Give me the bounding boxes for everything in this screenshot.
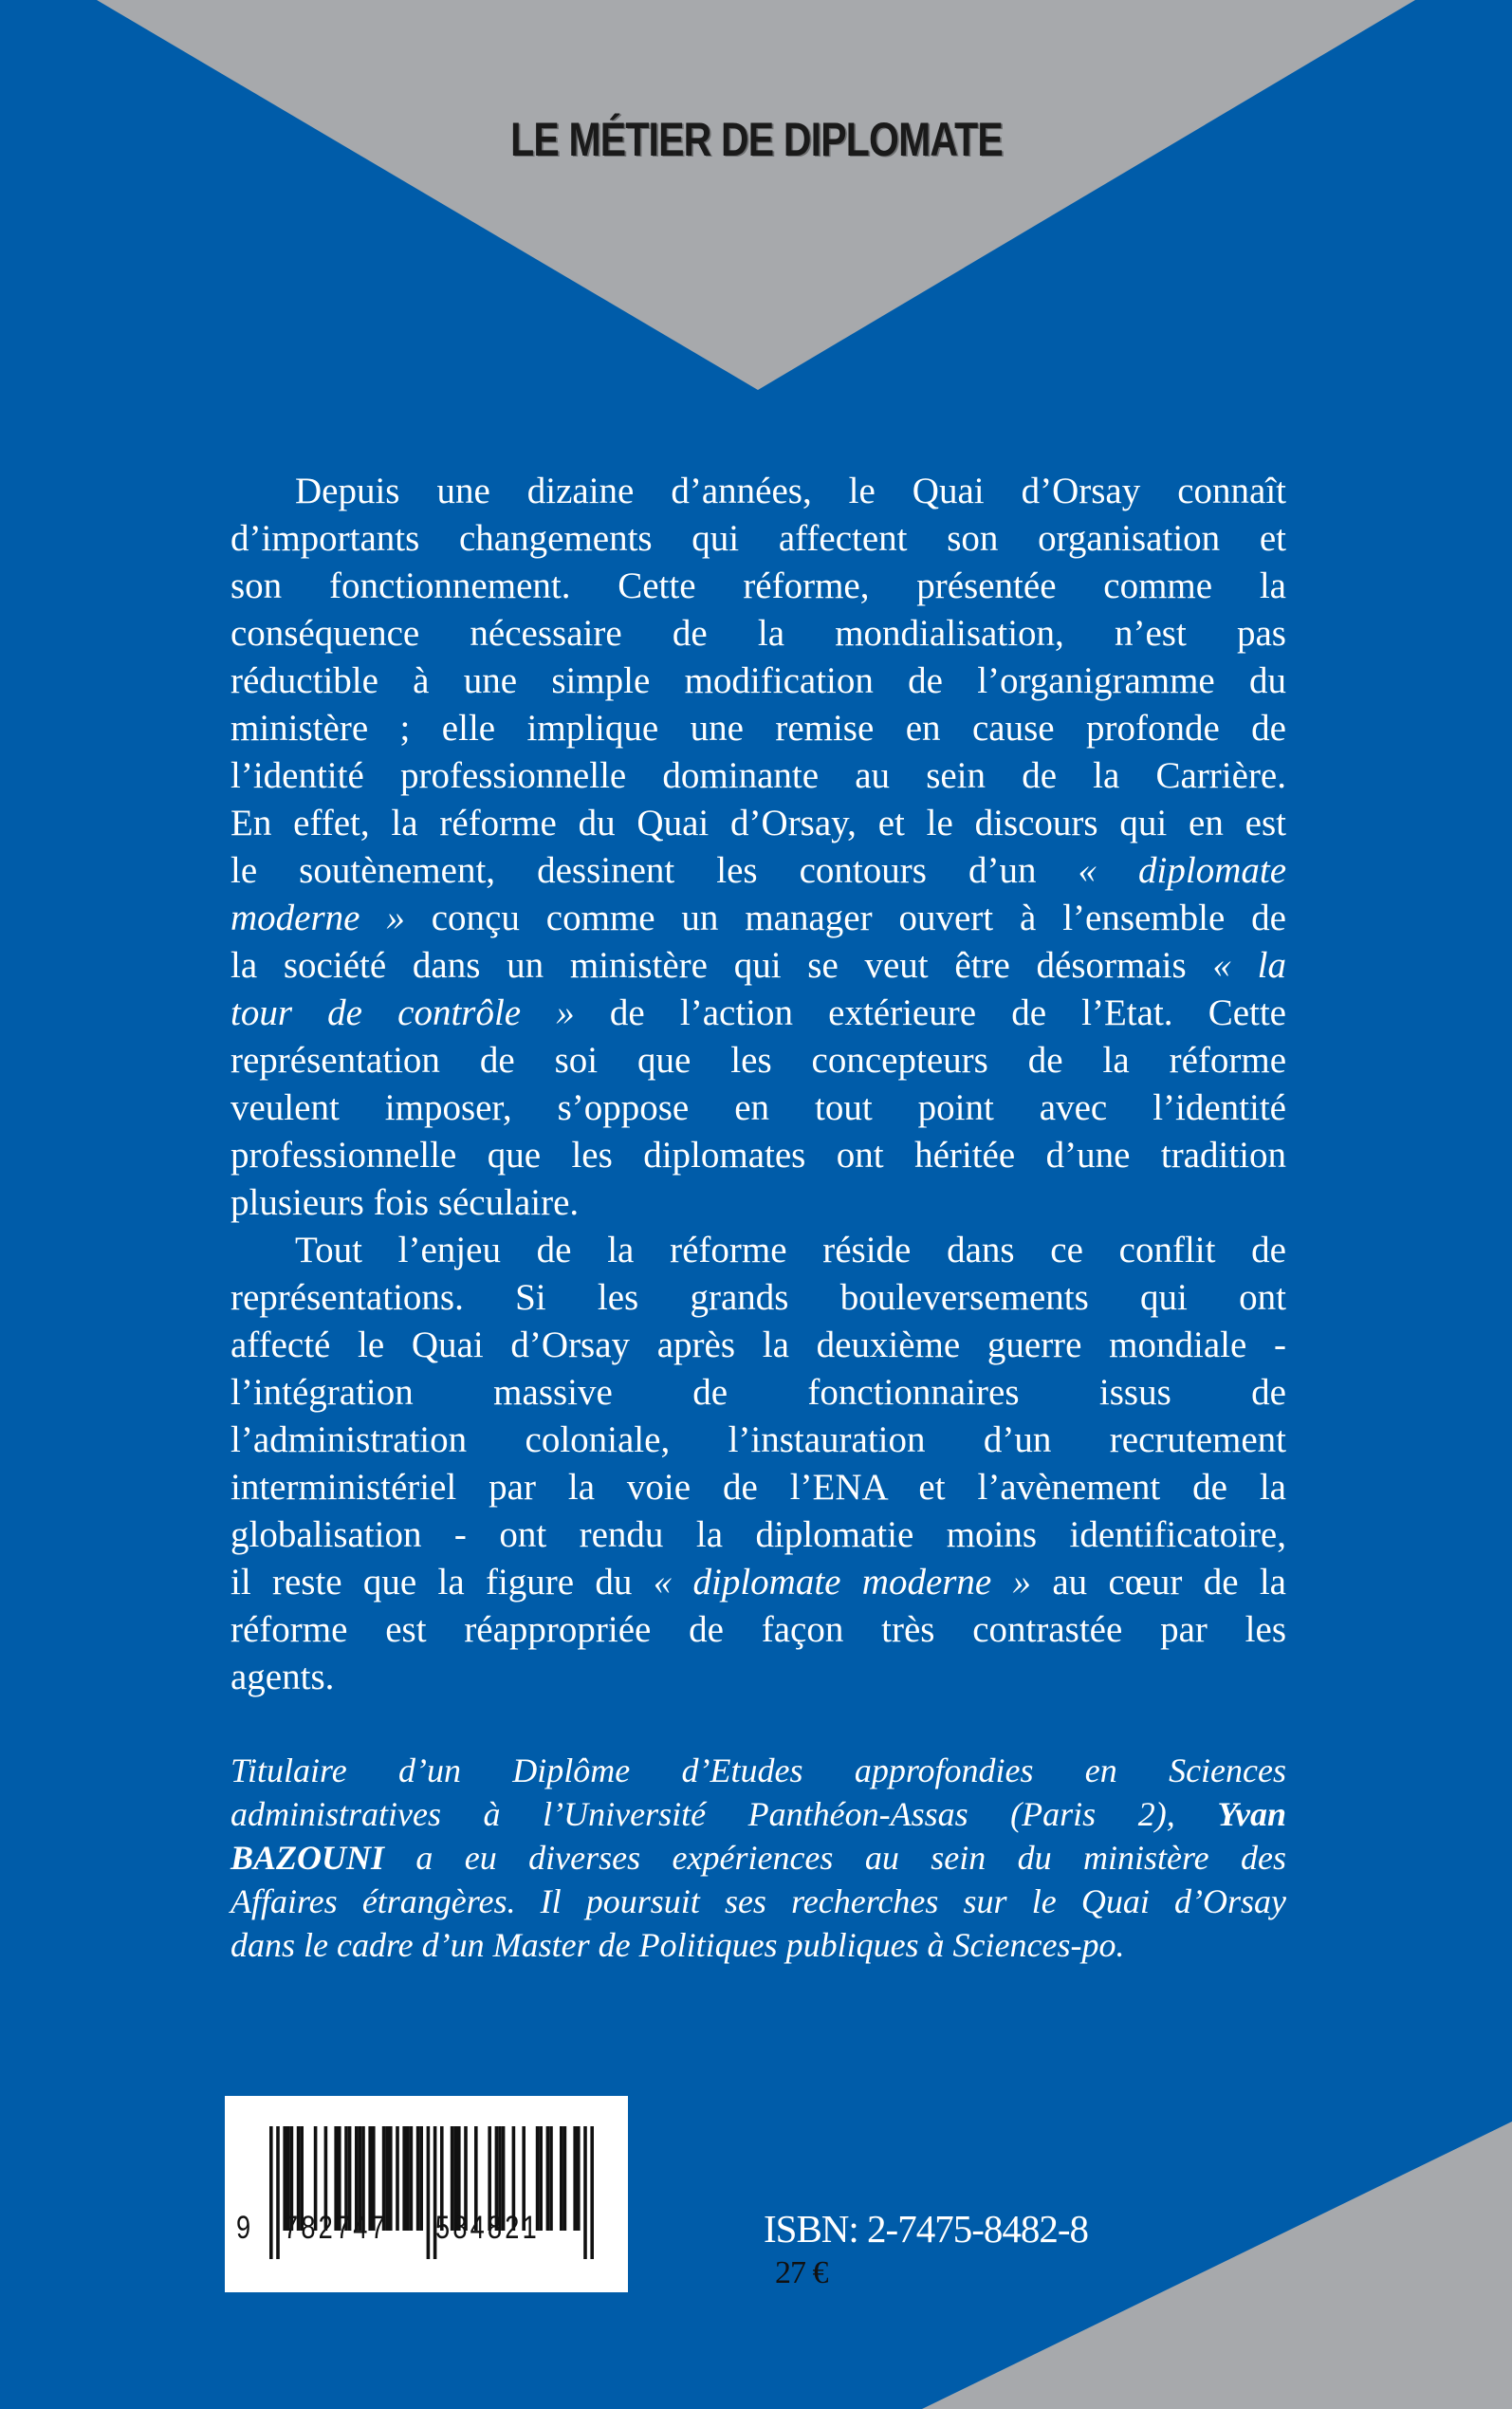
text-segment: Depuis une dizaine d’années, le Quai d’Orsay connaît: [295, 471, 1286, 511]
text-segment: dans le cadre d’un Master de Politiques publiques à Sciences-po.: [230, 1926, 1125, 1964]
text-line: [230, 1836, 1286, 1880]
author-bio: [230, 1749, 1286, 1967]
barcode-bar: [427, 2126, 431, 2259]
text-segment: En effet, la réforme du Quai d’Orsay, et le discours qui en est: [230, 803, 1286, 843]
text-segment: le soutènement, dessinent les contours d’un: [230, 850, 1079, 891]
text-line: [230, 1880, 1286, 1923]
text-segment: professionnelle que les diplomates ont héritée d’une tradition: [230, 1135, 1286, 1176]
barcode-bars: [225, 2096, 628, 2292]
italic-quote: « la: [1212, 945, 1286, 986]
author-name: Yvan: [1217, 1795, 1286, 1833]
italic-quote: tour de contrôle »: [230, 992, 575, 1033]
gray-top-triangle: [97, 0, 1415, 390]
italic-quote: « diplomate moderne »: [653, 1562, 1032, 1603]
barcode-bar: [410, 2126, 414, 2231]
text-segment: l’intégration massive de fonctionnaires issus de: [230, 1372, 1286, 1413]
text-segment: agents.: [230, 1657, 335, 1697]
text-line: [230, 895, 1286, 942]
barcode-bar: [577, 2126, 581, 2231]
barcode-bar: [419, 2126, 423, 2231]
text-segment: plusieurs fois séculaire.: [230, 1182, 580, 1223]
text-line: [230, 1274, 1286, 1322]
gray-bottom-corner: [922, 2122, 1512, 2409]
text-line: [230, 1417, 1286, 1464]
text-line: [230, 1227, 1286, 1274]
author-name: BAZOUNI: [230, 1839, 385, 1877]
text-segment: affecté le Quai d’Orsay après la deuxième guerre mondiale -: [230, 1325, 1286, 1365]
barcode-left-digits: 782747: [284, 2210, 388, 2246]
book-title: LE MÉTIER DE DIPLOMATE: [510, 113, 1003, 166]
text-line: [230, 990, 1286, 1037]
barcode-bar: [416, 2126, 420, 2231]
text-segment: veulent imposer, s’oppose en tout point avec l’identité: [230, 1087, 1286, 1128]
barcode-bar: [573, 2126, 577, 2231]
text-line: [230, 563, 1286, 610]
back-cover-summary: [230, 468, 1286, 1701]
text-line: [230, 1559, 1286, 1606]
text-line: [230, 1369, 1286, 1417]
barcode-first-digit: 9: [236, 2210, 251, 2246]
italic-quote: « diplomate: [1078, 850, 1286, 891]
barcode-bar: [563, 2126, 567, 2231]
text-line: [230, 752, 1286, 800]
barcode-bar: [396, 2126, 399, 2231]
text-line: [230, 1511, 1286, 1559]
barcode-bar: [583, 2126, 587, 2259]
text-line: [230, 1654, 1286, 1701]
text-line: [230, 1322, 1286, 1369]
text-segment: au cœur de la: [1031, 1562, 1286, 1603]
text-segment: Tout l’enjeu de la réforme réside dans ce conflit de: [295, 1230, 1286, 1270]
barcode-bar: [590, 2126, 594, 2259]
text-line: [230, 847, 1286, 895]
barcode-bar: [406, 2126, 410, 2231]
text-segment: représentations. Si les grands bouleversements qui ont: [230, 1277, 1286, 1318]
text-segment: de l’action extérieure de l’Etat. Cette: [574, 992, 1286, 1033]
text-segment: Affaires étrangères. Il poursuit ses recherches sur le Quai d’Orsay: [230, 1882, 1286, 1920]
barcode-bar: [389, 2126, 393, 2231]
text-line: [230, 1606, 1286, 1654]
text-line: [230, 515, 1286, 563]
text-line: [230, 1037, 1286, 1084]
barcode: [225, 2096, 628, 2292]
text-segment: la société dans un ministère qui se veut être désormais: [230, 945, 1213, 986]
text-segment: interministériel par la voie de l’ENA et l’avènement de la: [230, 1467, 1286, 1508]
text-segment: son fonctionnement. Cette réforme, présentée comme la: [230, 565, 1286, 606]
text-segment: globalisation - ont rendu la diplomatie moins identificatoire,: [230, 1514, 1286, 1555]
text-line: [230, 1464, 1286, 1511]
text-line: [230, 658, 1286, 705]
text-segment: conçu comme un manager ouvert à l’ensemble de: [404, 898, 1286, 938]
barcode-bar: [402, 2126, 406, 2231]
barcode-bar: [269, 2126, 273, 2259]
text-segment: l’identité professionnelle dominante au sein de la Carrière.: [230, 755, 1286, 796]
barcode-bar: [546, 2126, 550, 2231]
barcode-right-digits: 584821: [435, 2210, 540, 2246]
price: 27 €: [775, 2255, 828, 2290]
text-line: [230, 1749, 1286, 1792]
barcode-bar: [549, 2126, 553, 2231]
text-line: [230, 610, 1286, 658]
text-line: [230, 1179, 1286, 1227]
text-segment: réforme est réappropriée de façon très contrastée par les: [230, 1609, 1286, 1650]
text-line: [230, 468, 1286, 515]
text-line: [230, 1792, 1286, 1836]
text-segment: l’administration coloniale, l’instauration d’un recrutement: [230, 1419, 1286, 1460]
text-segment: a eu diverses expériences au sein du ministère des: [384, 1839, 1286, 1877]
text-segment: conséquence nécessaire de la mondialisation, n’est pas: [230, 613, 1286, 654]
text-line: [230, 1923, 1286, 1967]
text-line: [230, 1084, 1286, 1132]
barcode-bar: [560, 2126, 563, 2231]
text-segment: ministère ; elle implique une remise en cause profonde de: [230, 708, 1286, 749]
text-segment: administratives à l’Université Panthéon-Assas (Paris 2),: [230, 1795, 1218, 1833]
text-segment: il reste que la figure du: [230, 1562, 654, 1603]
text-line: [230, 800, 1286, 847]
text-segment: représentation de soi que les concepteurs de la réforme: [230, 1040, 1286, 1081]
text-line: [230, 705, 1286, 752]
text-segment: d’importants changements qui affectent son organisation et: [230, 518, 1286, 559]
text-line: [230, 942, 1286, 990]
isbn: ISBN: 2-7475-8482-8: [764, 2207, 1089, 2251]
text-segment: Titulaire d’un Diplôme d’Etudes approfondies en Sciences: [230, 1751, 1286, 1789]
text-segment: réductible à une simple modification de l’organigramme du: [230, 660, 1286, 701]
italic-quote: moderne »: [230, 898, 405, 938]
barcode-bar: [276, 2126, 280, 2259]
text-line: [230, 1132, 1286, 1179]
